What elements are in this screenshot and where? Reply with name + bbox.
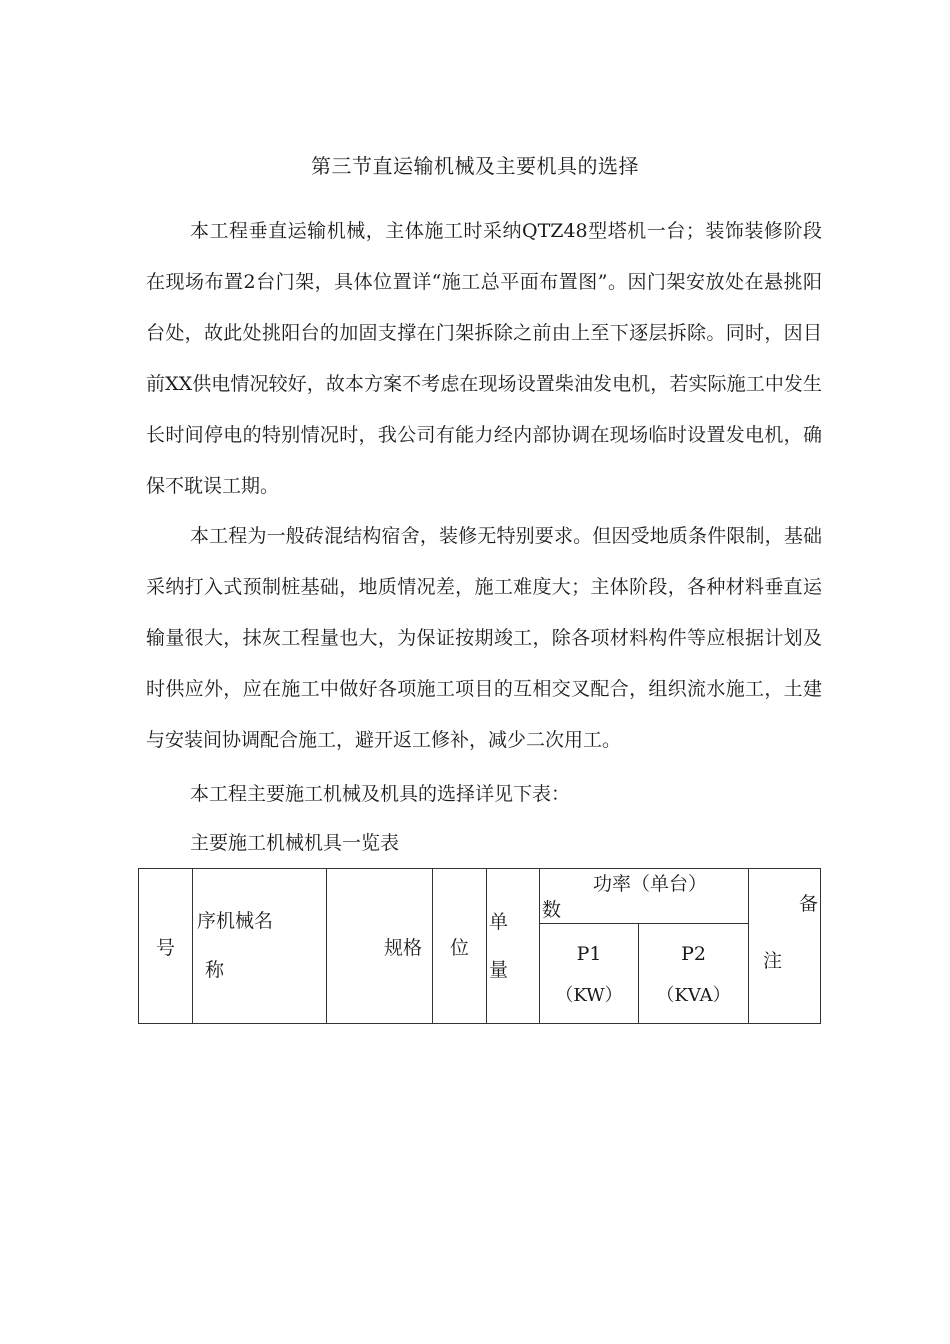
section-title: 第三节直运输机械及主要机具的选择	[311, 154, 639, 178]
paragraph-vertical-transport	[146, 206, 822, 512]
header-cell-quantity	[487, 869, 540, 1024]
header-cell-number	[139, 869, 193, 1024]
paragraph-text: 本工程为一般砖混结构宿舍，装修无特别要求。但因受地质条件限制，基础采纳打入式预制桩基础，地质情况差，施工难度大；主体阶段，各种材料垂直运输量很大，抹灰工程量也大，为保证按期竣工，除各项材料构件等应根据计划及时供应外，应在施工中做好各项施工项目的互相交叉配合，组织流水施工，土建与安装间协调配合施工，避开返工修补，减少二次用工。	[146, 525, 822, 751]
header-p1-unit: （KW）	[555, 984, 623, 1006]
header-cell-machine-name	[193, 869, 327, 1024]
header-cell-spec	[327, 869, 433, 1024]
header-cell-remark	[749, 869, 821, 1024]
header-remark-line2: 注	[763, 950, 783, 972]
header-unit-label: 位	[449, 936, 469, 959]
header-p2-unit: （KVA）	[656, 984, 731, 1006]
header-number-label: 号	[155, 936, 175, 959]
header-p1-label: P1	[576, 942, 602, 965]
header-cell-p2	[639, 924, 749, 1024]
paragraph-project-overview	[146, 511, 822, 766]
table-caption-text: 主要施工机械机具一览表	[190, 832, 400, 854]
header-spec-label: 规格	[383, 936, 422, 959]
header-quantity-line1: 单	[489, 911, 509, 933]
table-caption	[146, 818, 822, 869]
header-cell-power	[540, 869, 749, 924]
paragraph-text: 本工程主要施工机械及机具的选择详见下表：	[190, 783, 571, 805]
header-remark-line1: 备	[799, 893, 819, 915]
header-quantity-line2: 量	[489, 959, 509, 981]
paragraph-text: 本工程垂直运输机械，主体施工时采纳QTZ48型塔机一台；装饰装修阶段在现场布置2台门架，具体位置详“施工总平面布置图”。因门架安放处在悬挑阳台处，故此处挑阳台的加固支撑在门架拆除之前由上至下逐层拆除。同时，因目前XX供电情况较好，故本方案不考虑在现场设置柴油发电机，若实际施工中发生长时间停电的特别情况时，我公司有能力经内部协调在现场临时设置发电机，确保不耽误工期。	[146, 220, 822, 497]
header-machine-name-line2: 称	[205, 959, 225, 981]
header-machine-name-line1: 序机械名	[197, 910, 274, 932]
equipment-table	[138, 868, 821, 1024]
paragraph-table-intro	[146, 769, 822, 820]
header-power-label: 功率（单台）	[593, 873, 708, 895]
header-p2-label: P2	[681, 942, 706, 965]
header-cell-p1	[540, 924, 639, 1024]
table-header-row	[139, 869, 821, 924]
header-cell-unit	[433, 869, 487, 1024]
header-count-label: 数	[542, 899, 562, 921]
